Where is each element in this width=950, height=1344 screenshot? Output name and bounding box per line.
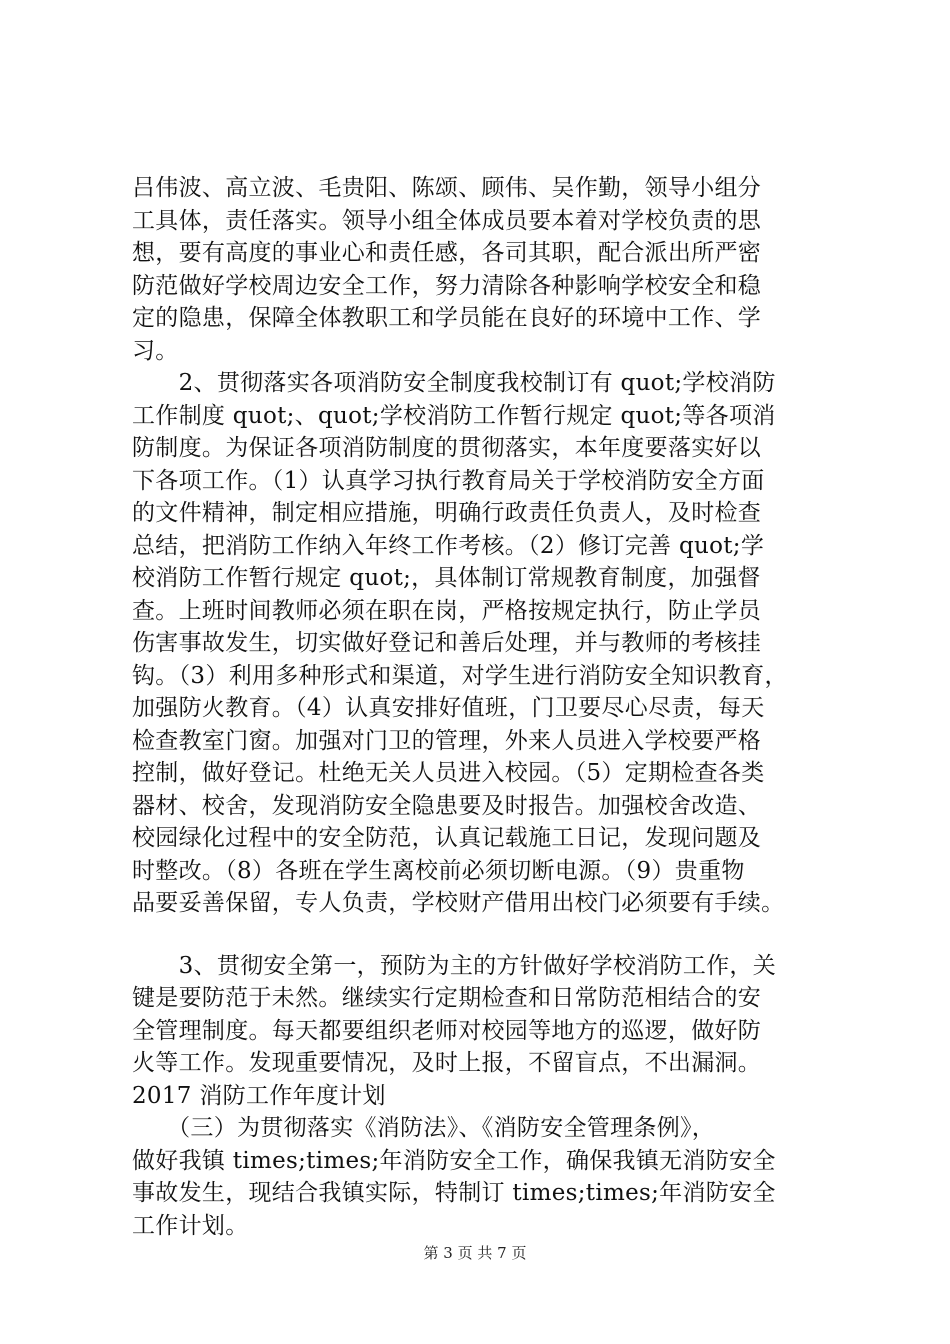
text-line: 控制，做好登记。杜绝无关人员进入校园。（5）定期检查各类 [132,760,765,786]
text-line: 工作计划。 [132,1212,249,1239]
text-line: 火等工作。发现重要情况，及时上报，不留盲点，不出漏洞。 [132,1050,762,1076]
text-line: 下各项工作。（1）认真学习执行教育局关于学校消防安全方面 [132,467,765,494]
text-line: 事故发生，现结合我镇实际，特制订 times;times;年消防安全 [132,1180,776,1206]
text-line: 2、贯彻落实各项消防安全制度我校制订有 quot;学校消防 [132,370,776,396]
text-line: 习。 [132,337,179,364]
text-line: 器材、校舍，发现消防安全隐患要及时报告。加强校舍改造、 [132,792,762,819]
paragraph-prevention-policy [132,950,844,1243]
document-body [132,172,844,1242]
text-line: 工具体，责任落实。领导小组全体成员要本着对学校负责的思 [132,207,762,234]
text-line: 加强防火教育。（4）认真安排好值班，门卫要尽心尽责，每天 [132,695,765,721]
text-line: 防制度。为保证各项消防制度的贯彻落实，本年度要落实好以 [132,435,762,461]
text-line: 做好我镇 times;times;年消防安全工作，确保我镇无消防安全 [132,1147,776,1174]
text-line: 钩。（3）利用多种形式和渠道，对学生进行消防安全知识教育， [132,662,788,689]
text-line: 3、贯彻安全第一，预防为主的方针做好学校消防工作，关 [132,952,777,979]
text-line: 的文件精神，制定相应措施，明确行政责任负责人，及时检查 [132,500,762,526]
text-line: 品要妥善保留，专人负责，学校财产借用出校门必须要有手续。 [132,890,785,916]
text-line: 全管理制度。每天都要组织老师对校园等地方的巡逻，做好防 [132,1017,762,1044]
paragraph-leadership-group [132,172,844,367]
text-line: 总结，把消防工作纳入年终工作考核。（2）修订完善 quot;学 [132,532,765,559]
text-line: 防范做好学校周边安全工作，努力清除各种影响学校安全和稳 [132,272,762,299]
page-footer: 第 3 页 共 7 页 [423,1244,527,1262]
text-line: 工作制度 quot;、quot;学校消防工作暂行规定 quot;等各项消 [132,402,776,429]
section-heading: 2017 消防工作年度计划 [132,1082,386,1109]
paragraph-spacer [132,920,844,950]
text-line: 伤害事故发生，切实做好登记和善后处理，并与教师的考核挂 [132,630,762,656]
text-line: 想，要有高度的事业心和责任感，各司其职，配合派出所严密 [132,240,762,266]
text-line: 检查教室门窗。加强对门卫的管理，外来人员进入学校要严格 [132,727,762,754]
text-line: 键是要防范于未然。继续实行定期检查和日常防范相结合的安 [132,985,762,1011]
text-line: 校消防工作暂行规定 quot;，具体制订常规教育制度，加强督 [132,565,761,591]
text-line: 吕伟波、高立波、毛贵阳、陈颂、顾伟、吴作勤，领导小组分 [132,175,762,201]
paragraph-fire-safety-system [132,367,844,920]
text-line: 查。上班时间教师必须在职在岗，严格按规定执行，防止学员 [132,597,762,624]
text-line: 校园绿化过程中的安全防范，认真记载施工日记，发现问题及 [132,825,762,851]
text-line: （三）为贯彻落实《消防法》、《消防安全管理条例》， [132,1115,716,1141]
text-line: 定的隐患，保障全体教职工和学员能在良好的环境中工作、学 [132,305,762,331]
text-line: 时整改。（8）各班在学生离校前必须切断电源。（9）贵重物 [132,857,745,884]
